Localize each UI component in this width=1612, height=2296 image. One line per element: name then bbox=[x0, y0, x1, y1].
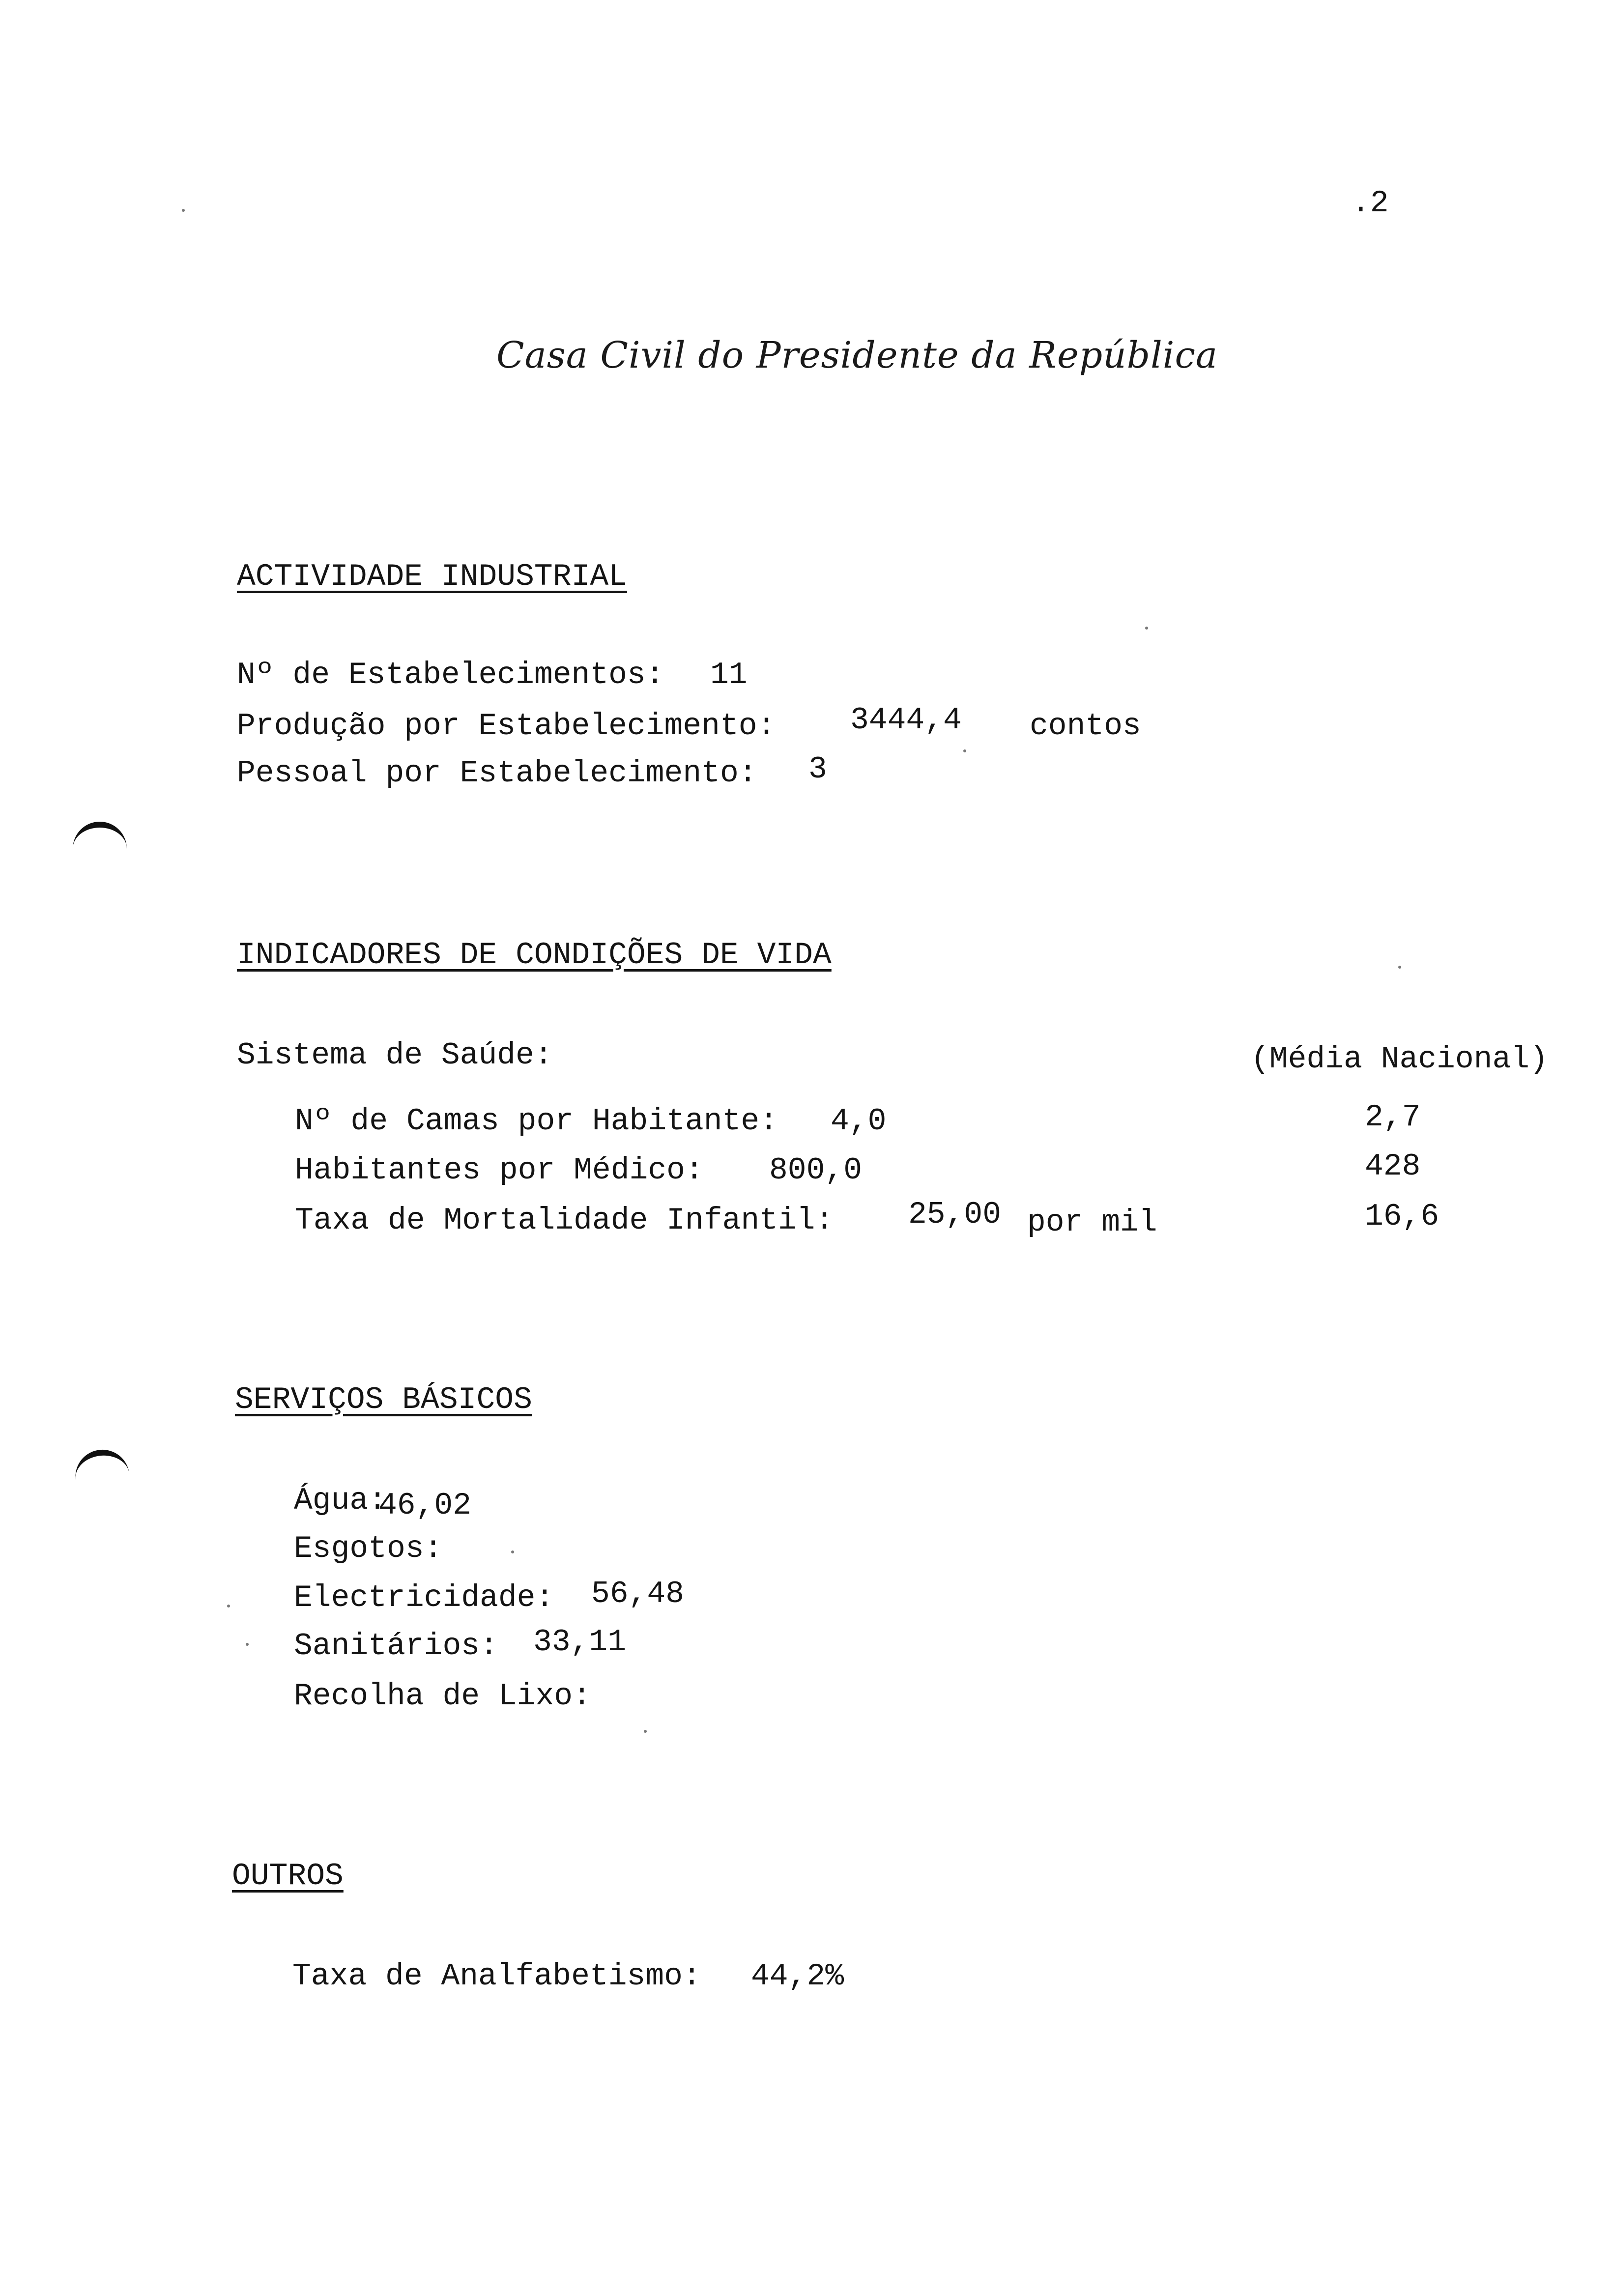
health-system-label: Sistema de Saúde: bbox=[237, 1038, 553, 1073]
staff-value: 3 bbox=[808, 752, 827, 787]
water-value: 46,02 bbox=[378, 1488, 472, 1523]
letterhead: Casa Civil do Presidente da República bbox=[496, 334, 1218, 376]
production-value: 3444,4 bbox=[850, 703, 962, 738]
inhabitants-label: Habitantes por Médico: bbox=[295, 1153, 704, 1188]
production-unit: contos bbox=[1030, 709, 1141, 744]
mortality-unit: por mil bbox=[1027, 1205, 1157, 1240]
national-average-label: (Média Nacional) bbox=[1251, 1042, 1548, 1077]
scan-speck bbox=[511, 1550, 514, 1553]
electricity-label: Electricidade: bbox=[294, 1580, 554, 1615]
section-heading-living: INDICADORES DE CONDIÇÕES DE VIDA bbox=[237, 938, 832, 973]
scan-speck bbox=[1145, 627, 1148, 630]
punch-hole-mark-bottom bbox=[73, 1447, 131, 1492]
sanitation-value: 33,11 bbox=[533, 1625, 627, 1660]
staff-label: Pessoal por Estabelecimento: bbox=[237, 756, 757, 791]
mortality-national: 16,6 bbox=[1365, 1199, 1439, 1234]
inhabitants-value: 800,0 bbox=[769, 1153, 863, 1188]
garbage-label: Recolha de Lixo: bbox=[294, 1679, 591, 1714]
beds-national: 2,7 bbox=[1365, 1100, 1421, 1135]
production-label: Produção por Estabelecimento: bbox=[237, 709, 776, 744]
mortality-value: 25,00 bbox=[908, 1197, 1002, 1232]
punch-hole-mark-top bbox=[73, 822, 127, 862]
establishments-value: 11 bbox=[710, 658, 748, 692]
water-label: Água: bbox=[294, 1483, 387, 1518]
illiteracy-label: Taxa de Analfabetismo: bbox=[292, 1959, 701, 1994]
scan-speck bbox=[963, 749, 966, 752]
inhabitants-national: 428 bbox=[1365, 1149, 1421, 1184]
section-heading-others: OUTROS bbox=[232, 1859, 344, 1894]
section-heading-industrial: ACTIVIDADE INDUSTRIAL bbox=[237, 559, 627, 594]
beds-value: 4,0 bbox=[831, 1104, 887, 1139]
scan-speck bbox=[246, 1643, 249, 1646]
page-number: .2 bbox=[1352, 186, 1389, 221]
illiteracy-value: 44,2% bbox=[751, 1959, 844, 1994]
sewage-label: Esgotos: bbox=[294, 1531, 443, 1566]
scan-speck bbox=[227, 1605, 230, 1607]
scan-speck bbox=[182, 209, 185, 212]
scan-speck bbox=[644, 1730, 647, 1733]
sanitation-label: Sanitários: bbox=[294, 1629, 498, 1664]
establishments-label: Nº de Estabelecimentos: bbox=[237, 658, 664, 692]
section-heading-services: SERVIÇOS BÁSICOS bbox=[235, 1382, 532, 1417]
beds-label: Nº de Camas por Habitante: bbox=[295, 1104, 778, 1139]
mortality-label: Taxa de Mortalidade Infantil: bbox=[295, 1203, 834, 1238]
electricity-value: 56,48 bbox=[591, 1577, 685, 1611]
scan-speck bbox=[1398, 966, 1401, 969]
